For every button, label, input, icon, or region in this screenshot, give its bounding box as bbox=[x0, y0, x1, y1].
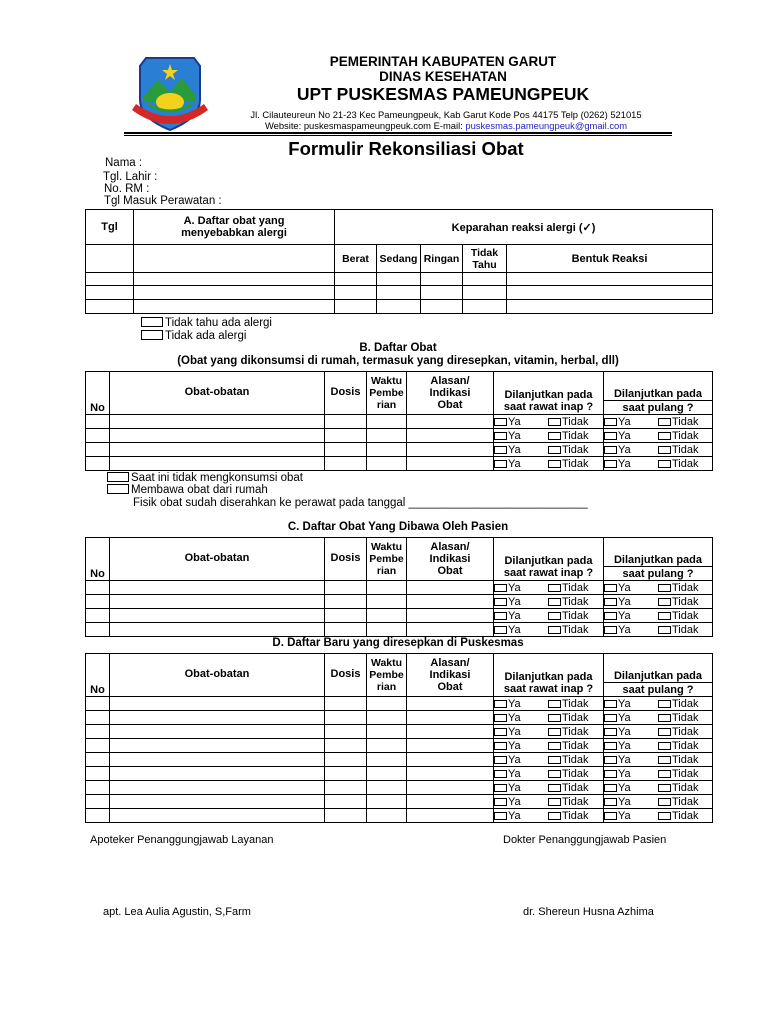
option-ya: Ya bbox=[618, 711, 631, 724]
checkbox-icon[interactable] bbox=[494, 770, 507, 778]
option-ya: Ya bbox=[618, 623, 631, 636]
col-lanjut-inap-2: saat rawat inap ? bbox=[494, 401, 604, 415]
allergy-col-berat: Berat bbox=[335, 245, 377, 273]
option-tidak: Tidak bbox=[562, 429, 589, 442]
checkbox-icon[interactable] bbox=[494, 446, 507, 454]
option-ya: Ya bbox=[618, 725, 631, 738]
option-ya: Ya bbox=[618, 609, 631, 622]
option-tidak: Tidak bbox=[562, 809, 589, 822]
option-ya: Ya bbox=[508, 609, 521, 622]
checkbox-icon[interactable] bbox=[604, 460, 617, 468]
table-row[interactable] bbox=[86, 457, 713, 471]
checkbox-icon[interactable] bbox=[604, 700, 617, 708]
checkbox-icon[interactable] bbox=[548, 418, 561, 426]
option-tidak: Tidak bbox=[672, 795, 699, 808]
option-ya: Ya bbox=[618, 767, 631, 780]
checkbox-icon[interactable] bbox=[548, 784, 561, 792]
col-lanjut-pulang: Dilanjutkan pada bbox=[604, 654, 713, 683]
option-tidak: Tidak bbox=[672, 595, 699, 608]
checkbox-icon[interactable] bbox=[658, 742, 671, 750]
header-institution: UPT PUSKESMAS PAMEUNGPEUK bbox=[296, 84, 590, 104]
table-row[interactable] bbox=[86, 697, 713, 711]
option-ya: Ya bbox=[508, 581, 521, 594]
checkbox-icon[interactable] bbox=[658, 700, 671, 708]
option-ya: Ya bbox=[508, 429, 521, 442]
section-b-subtitle: (Obat yang dikonsumsi di rumah, termasuk yang diresepkan, vitamin, herbal, dll) bbox=[177, 355, 619, 367]
option-ya: Ya bbox=[508, 739, 521, 752]
table-row[interactable] bbox=[86, 443, 713, 457]
checkbox-tidak-tahu-alergi[interactable]: Tidak tahu ada alergi bbox=[141, 317, 272, 329]
option-tidak: Tidak bbox=[562, 697, 589, 710]
col-lanjut-pulang: Dilanjutkan pada bbox=[604, 538, 713, 567]
option-tidak: Tidak bbox=[672, 781, 699, 794]
patient-no-rm-label: No. RM : bbox=[104, 183, 150, 195]
option-tidak: Tidak bbox=[672, 809, 699, 822]
col-alasan: Alasan/ Indikasi Obat bbox=[407, 372, 494, 415]
apoteker-role: Apoteker Penanggungjawab Layanan bbox=[90, 834, 274, 846]
col-waktu: Waktu Pembe rian bbox=[367, 538, 407, 581]
checkbox-icon[interactable] bbox=[658, 446, 671, 454]
col-no: No bbox=[86, 654, 110, 697]
col-no: No bbox=[86, 538, 110, 581]
checkbox-icon[interactable] bbox=[658, 714, 671, 722]
checkbox-icon[interactable] bbox=[548, 460, 561, 468]
checkbox-icon[interactable] bbox=[494, 812, 507, 820]
checkbox-icon[interactable] bbox=[658, 756, 671, 764]
checkbox-icon[interactable] bbox=[604, 612, 617, 620]
col-lanjut-pulang-2: saat pulang ? bbox=[604, 401, 713, 415]
fisik-obat-statement: Fisik obat sudah diserahkan ke perawat pada tanggal ____________________________ bbox=[133, 497, 588, 509]
col-lanjut-inap-2: saat rawat inap ? bbox=[494, 567, 604, 581]
option-ya: Ya bbox=[508, 781, 521, 794]
section-d-title: D. Daftar Baru yang diresepkan di Puskesmas bbox=[272, 637, 524, 649]
option-ya: Ya bbox=[618, 697, 631, 710]
option-ya: Ya bbox=[508, 697, 521, 710]
checkbox-icon[interactable] bbox=[658, 770, 671, 778]
allergy-row[interactable] bbox=[86, 286, 713, 300]
option-ya: Ya bbox=[618, 457, 631, 470]
table-row[interactable] bbox=[86, 781, 713, 795]
option-ya: Ya bbox=[508, 711, 521, 724]
option-tidak: Tidak bbox=[562, 767, 589, 780]
col-waktu: Waktu Pembe rian bbox=[367, 654, 407, 697]
allergy-col-bentuk: Bentuk Reaksi bbox=[507, 245, 713, 273]
checkbox-icon[interactable] bbox=[658, 798, 671, 806]
checkbox-icon[interactable] bbox=[604, 432, 617, 440]
option-ya: Ya bbox=[508, 809, 521, 822]
table-row[interactable] bbox=[86, 609, 713, 623]
dokter-name: dr. Shereun Husna Azhima bbox=[523, 906, 654, 918]
option-tidak: Tidak bbox=[672, 415, 699, 428]
table-row[interactable] bbox=[86, 623, 713, 637]
checkbox-icon[interactable] bbox=[548, 742, 561, 750]
medication-table-b bbox=[85, 371, 713, 471]
header-address-block bbox=[226, 109, 666, 131]
option-tidak: Tidak bbox=[562, 795, 589, 808]
checkbox-icon[interactable] bbox=[658, 728, 671, 736]
option-tidak: Tidak bbox=[562, 725, 589, 738]
checkbox-icon[interactable] bbox=[548, 700, 561, 708]
table-row[interactable] bbox=[86, 809, 713, 823]
checkbox-icon[interactable] bbox=[494, 626, 507, 634]
checkbox-icon[interactable] bbox=[494, 784, 507, 792]
option-tidak: Tidak bbox=[672, 711, 699, 724]
option-tidak: Tidak bbox=[562, 711, 589, 724]
option-tidak: Tidak bbox=[562, 753, 589, 766]
checkbox-icon bbox=[107, 472, 129, 482]
table-row[interactable] bbox=[86, 725, 713, 739]
checkbox-icon[interactable] bbox=[658, 598, 671, 606]
table-row[interactable] bbox=[86, 711, 713, 725]
checkbox-icon[interactable] bbox=[548, 612, 561, 620]
checkbox-icon[interactable] bbox=[658, 626, 671, 634]
header-government: PEMERINTAH KABUPATEN GARUT bbox=[329, 54, 557, 69]
checkbox-icon[interactable] bbox=[548, 432, 561, 440]
col-lanjut-inap: Dilanjutkan pada bbox=[494, 372, 604, 401]
checkbox-icon[interactable] bbox=[658, 418, 671, 426]
col-dosis: Dosis bbox=[325, 372, 367, 415]
option-tidak: Tidak bbox=[562, 443, 589, 456]
checkbox-icon[interactable] bbox=[604, 798, 617, 806]
option-ya: Ya bbox=[508, 753, 521, 766]
checkbox-icon[interactable] bbox=[494, 418, 507, 426]
medication-table-d bbox=[85, 653, 713, 823]
option-ya: Ya bbox=[618, 809, 631, 822]
option-tidak: Tidak bbox=[562, 609, 589, 622]
checkbox-icon[interactable] bbox=[604, 742, 617, 750]
col-obat: Obat-obatan bbox=[110, 654, 325, 697]
option-ya: Ya bbox=[618, 753, 631, 766]
col-lanjut-inap: Dilanjutkan pada bbox=[494, 538, 604, 567]
patient-tgl-masuk-label: Tgl Masuk Perawatan : bbox=[104, 195, 222, 207]
checkbox-icon[interactable] bbox=[494, 714, 507, 722]
header-divider-thick bbox=[124, 132, 672, 134]
section-b-title: B. Daftar Obat bbox=[359, 342, 437, 354]
checkbox-icon[interactable] bbox=[604, 714, 617, 722]
checkbox-icon[interactable] bbox=[494, 460, 507, 468]
checkbox-icon[interactable] bbox=[494, 742, 507, 750]
checkbox-icon[interactable] bbox=[604, 584, 617, 592]
allergy-col-daftar: A. Daftar obat yang menyebabkan alergi bbox=[134, 210, 335, 245]
option-ya: Ya bbox=[618, 781, 631, 794]
col-lanjut-inap-2: saat rawat inap ? bbox=[494, 683, 604, 697]
option-tidak: Tidak bbox=[672, 767, 699, 780]
col-alasan: Alasan/ Indikasi Obat bbox=[407, 538, 494, 581]
checkbox-icon[interactable] bbox=[604, 812, 617, 820]
allergy-table bbox=[85, 209, 713, 314]
col-lanjut-inap: Dilanjutkan pada bbox=[494, 654, 604, 683]
option-tidak: Tidak bbox=[562, 739, 589, 752]
checkbox-icon[interactable] bbox=[494, 798, 507, 806]
checkbox-icon[interactable] bbox=[604, 784, 617, 792]
option-ya: Ya bbox=[508, 595, 521, 608]
table-row[interactable] bbox=[86, 795, 713, 809]
checkbox-icon bbox=[141, 330, 163, 340]
allergy-row[interactable] bbox=[86, 273, 713, 286]
option-ya: Ya bbox=[618, 739, 631, 752]
section-c-title: C. Daftar Obat Yang Dibawa Oleh Pasien bbox=[287, 521, 509, 533]
checkbox-icon[interactable] bbox=[548, 756, 561, 764]
allergy-col-tidak-tahu: Tidak Tahu bbox=[463, 245, 507, 273]
option-ya: Ya bbox=[508, 415, 521, 428]
header-website: Website: puskesmaspameungpeuk.com E-mail: bbox=[264, 120, 466, 131]
checkbox-icon[interactable] bbox=[548, 598, 561, 606]
patient-nama-label: Nama : bbox=[105, 157, 143, 169]
option-tidak: Tidak bbox=[562, 457, 589, 470]
allergy-row[interactable] bbox=[86, 300, 713, 314]
puskesmas-emblem-logo bbox=[128, 52, 212, 136]
checkbox-icon[interactable] bbox=[494, 584, 507, 592]
option-tidak: Tidak bbox=[672, 739, 699, 752]
table-row[interactable] bbox=[86, 595, 713, 609]
checkbox-icon[interactable] bbox=[604, 770, 617, 778]
checkbox-icon[interactable] bbox=[658, 784, 671, 792]
checkbox-icon[interactable] bbox=[658, 460, 671, 468]
option-ya: Ya bbox=[618, 429, 631, 442]
option-ya: Ya bbox=[508, 623, 521, 636]
checkbox-icon[interactable] bbox=[494, 728, 507, 736]
checkbox-icon[interactable] bbox=[494, 756, 507, 764]
header-department: DINAS KESEHATAN bbox=[379, 69, 507, 84]
header-address: Jl. Cilauteureun No 21-23 Kec Pameungpeuk, Kab Garut Kode Pos 44175 Telp (0262) 521015 bbox=[250, 109, 642, 120]
header-email[interactable]: puskesmas.pameungpeuk@gmail.com bbox=[465, 120, 628, 131]
option-ya: Ya bbox=[508, 457, 521, 470]
col-dosis: Dosis bbox=[325, 538, 367, 581]
option-tidak: Tidak bbox=[672, 623, 699, 636]
col-no: No bbox=[86, 372, 110, 415]
table-row[interactable] bbox=[86, 739, 713, 753]
option-ya: Ya bbox=[618, 443, 631, 456]
option-ya: Ya bbox=[508, 725, 521, 738]
option-ya: Ya bbox=[508, 767, 521, 780]
option-tidak: Tidak bbox=[672, 725, 699, 738]
option-ya: Ya bbox=[618, 595, 631, 608]
checkbox-icon[interactable] bbox=[604, 418, 617, 426]
option-tidak: Tidak bbox=[562, 581, 589, 594]
table-row[interactable] bbox=[86, 753, 713, 767]
checkbox-icon[interactable] bbox=[548, 798, 561, 806]
checkbox-tidak-ada-alergi[interactable]: Tidak ada alergi bbox=[141, 330, 246, 342]
checkbox-icon[interactable] bbox=[548, 714, 561, 722]
table-row[interactable] bbox=[86, 429, 713, 443]
option-tidak: Tidak bbox=[672, 581, 699, 594]
option-ya: Ya bbox=[508, 795, 521, 808]
checkbox-icon[interactable] bbox=[604, 598, 617, 606]
col-obat: Obat-obatan bbox=[110, 372, 325, 415]
col-waktu: Waktu Pembe rian bbox=[367, 372, 407, 415]
checkbox-icon[interactable] bbox=[658, 584, 671, 592]
checkbox-icon[interactable] bbox=[494, 598, 507, 606]
checkbox-icon[interactable] bbox=[658, 432, 671, 440]
allergy-col-tgl: Tgl bbox=[86, 210, 134, 245]
checkbox-icon[interactable] bbox=[548, 812, 561, 820]
table-row[interactable] bbox=[86, 767, 713, 781]
checkbox-icon[interactable] bbox=[604, 626, 617, 634]
checkbox-icon[interactable] bbox=[658, 812, 671, 820]
checkbox-icon bbox=[141, 317, 163, 327]
checkbox-icon[interactable] bbox=[548, 728, 561, 736]
dokter-role: Dokter Penanggungjawab Pasien bbox=[503, 834, 667, 846]
form-title: Formulir Rekonsiliasi Obat bbox=[288, 138, 524, 159]
apoteker-name: apt. Lea Aulia Agustin, S,Farm bbox=[103, 906, 251, 918]
checkbox-icon[interactable] bbox=[548, 446, 561, 454]
col-obat: Obat-obatan bbox=[110, 538, 325, 581]
option-ya: Ya bbox=[508, 443, 521, 456]
col-lanjut-pulang-2: saat pulang ? bbox=[604, 683, 713, 697]
allergy-col-ringan: Ringan bbox=[421, 245, 463, 273]
checkbox-icon[interactable] bbox=[494, 700, 507, 708]
header-contact bbox=[226, 120, 666, 131]
option-ya: Ya bbox=[618, 415, 631, 428]
col-dosis: Dosis bbox=[325, 654, 367, 697]
col-alasan: Alasan/ Indikasi Obat bbox=[407, 654, 494, 697]
checkbox-icon[interactable] bbox=[604, 446, 617, 454]
option-tidak: Tidak bbox=[672, 609, 699, 622]
table-row[interactable] bbox=[86, 415, 713, 429]
option-tidak: Tidak bbox=[562, 595, 589, 608]
option-tidak: Tidak bbox=[562, 781, 589, 794]
col-lanjut-pulang-2: saat pulang ? bbox=[604, 567, 713, 581]
option-tidak: Tidak bbox=[672, 429, 699, 442]
checkbox-membawa-obat[interactable]: Membawa obat dari rumah bbox=[107, 484, 268, 496]
option-tidak: Tidak bbox=[672, 753, 699, 766]
option-ya: Ya bbox=[618, 795, 631, 808]
col-lanjut-pulang: Dilanjutkan pada bbox=[604, 372, 713, 401]
checkbox-icon[interactable] bbox=[548, 770, 561, 778]
option-tidak: Tidak bbox=[672, 443, 699, 456]
medication-table-c bbox=[85, 537, 713, 637]
checkbox-icon[interactable] bbox=[658, 612, 671, 620]
checkbox-icon[interactable] bbox=[494, 612, 507, 620]
option-tidak: Tidak bbox=[672, 457, 699, 470]
allergy-col-keparahan: Keparahan reaksi alergi (✓) bbox=[335, 210, 713, 245]
checkbox-icon[interactable] bbox=[604, 728, 617, 736]
checkbox-icon[interactable] bbox=[604, 756, 617, 764]
option-tidak: Tidak bbox=[562, 415, 589, 428]
checkbox-icon[interactable] bbox=[548, 584, 561, 592]
header-divider-thin bbox=[124, 135, 672, 136]
allergy-col-sedang: Sedang bbox=[377, 245, 421, 273]
table-row[interactable] bbox=[86, 581, 713, 595]
option-tidak: Tidak bbox=[672, 697, 699, 710]
checkbox-icon[interactable] bbox=[494, 432, 507, 440]
checkbox-icon bbox=[107, 484, 129, 494]
patient-tgl-lahir-label: Tgl. Lahir : bbox=[103, 171, 158, 183]
option-tidak: Tidak bbox=[562, 623, 589, 636]
checkbox-icon[interactable] bbox=[548, 626, 561, 634]
checkbox-tidak-konsumsi-obat[interactable]: Saat ini tidak mengkonsumsi obat bbox=[107, 472, 303, 484]
option-ya: Ya bbox=[618, 581, 631, 594]
